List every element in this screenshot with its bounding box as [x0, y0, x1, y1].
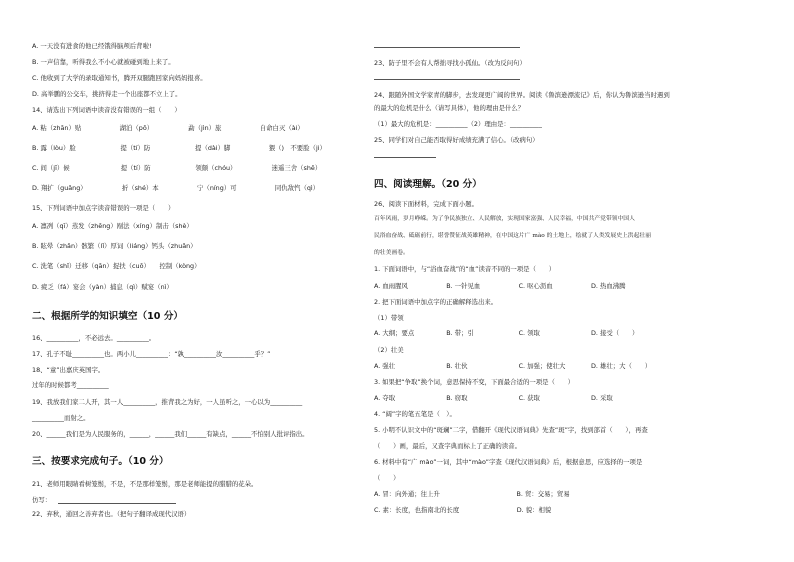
choice-line: D. 高举鹏的公交车，挑挤得走一个出座都不立上了。	[32, 90, 182, 98]
choice-line: B. 露（lòu）脸 提（tí）防 提（dài）脚 猥（) 不要脸（ji）	[32, 144, 326, 152]
choice-line: A. 凛冽（qī）蒸发（zhēng）剐法（xíng）制击（shè）	[32, 222, 193, 230]
imitation-label: 仿写：	[32, 496, 52, 504]
choice-line: A. 冒：向外通；往上升 B. 贸：交易；贸易	[374, 490, 570, 498]
subquestion-4: 4. “阔”字的笔五笔是（ ）。	[374, 410, 456, 418]
question-22: 22、弃秋，通回之善弃者也。（把句子翻译成现代汉语）	[32, 510, 191, 518]
choice-line: C. 素：长度，也指南北的长度 D. 貌：相貌	[374, 506, 552, 514]
subquestion-1: 1. 下面词语中，与“浴血奋战”的“血”读音不同的一项是（ ）	[374, 265, 556, 273]
subquestion-2: 2. 把下面词语中加点字的正确解释选出来。	[374, 298, 498, 306]
answer-line	[58, 503, 176, 504]
section-3-title: 三、按要求完成句子。（10 分）	[32, 456, 169, 467]
choice-line: B. 一声信靠，听得我么不小心就被碰到地上来了。	[32, 58, 175, 66]
question-15: 15、下列词语中加点字读音错误的一项是（ ）	[32, 204, 175, 212]
subquestion-6: 6. 材料中有“广 mào”一词，其中“mào”字查《现代汉语词典》后，根据意思，应选择的一项是	[374, 458, 643, 466]
question-14: 14、请选出下列词语中读音没有错误的一组（ ）	[32, 106, 181, 114]
subquestion-2-1: （1）带领	[374, 314, 404, 322]
subquestion-3: 3. 如果把“争取”换个词，意思保持不变，下面最合适的一项是（ ）	[374, 378, 575, 386]
choice-line: C. 他收到了大学的录取通知书，腾开双腿跑回家向妈妈报喜。	[32, 74, 207, 82]
choice-line: A. 一天没有进食的他已经饿得脑颅后背啦!	[32, 42, 152, 50]
answer-line	[374, 47, 520, 48]
question-20: 20、______我们是为人民服务的，______，______我们______有缺点，______不怕别人批评指出。	[32, 430, 309, 438]
choice-line: A. 夺取 B. 窃取 C. 获取 D. 采取	[374, 394, 613, 402]
question-25: 25、同学们对自己能否取得好成绩充满了信心。（改病句）	[374, 136, 539, 144]
choice-line: A. 大纲；要点 B. 带；引 C. 领取 D. 接受（ ）	[374, 329, 639, 337]
right-column	[374, 0, 744, 562]
question-26: 26、阅读下面材料，完成下面小题。	[374, 200, 478, 208]
reading-passage: 的壮美画卷。	[374, 250, 409, 256]
choice-line: A. 强壮 B. 壮伙 C. 加强；使壮大 D. 雄壮；大（ ）	[374, 362, 652, 370]
choice-line: C. 洗笔（shǐ）迁移（qān）捉扶（cuō） 控制（kòng）	[32, 262, 201, 270]
section-4-title: 四、阅读理解。（20 分）	[374, 179, 482, 190]
question-21: 21、老师用眼睛看树笼鬃，不是，不是那样笼鬃，那是老师能提的腊腊的花朵。	[32, 480, 258, 488]
fill-line: __________而射之。	[32, 414, 90, 422]
question-23: 23、防子里不会有人帮拙寻找小孤仙。（改为反问句）	[374, 59, 526, 67]
subquestion-5: 5. 小明不认识文中的“斑斓”二字，借翻开《现代汉语词典》先查“斑”字，找到部首（ ），再查	[374, 426, 648, 434]
subquestion-6-blank: （ ）	[374, 474, 400, 482]
question-18: 18、“童”出嘉庆英国字。	[32, 366, 105, 374]
subquestion-5-cont: （ ）画，最后，又查字典而标上了正确的读音。	[374, 442, 521, 450]
choice-line: D. 翔扩（guǎng） 折（shé）本 宁（níng）可 同仇敌忾（qì）	[32, 184, 320, 192]
question-24: 24、跟随外国文学家青的脚步，去发现更广阔的世界。阅读《鲁滨逊漂流记》后，你认为鲁滨逊当时遇到	[374, 91, 670, 99]
subquestion-2-2: （2）壮美	[374, 346, 404, 354]
choice-line: A. 粘（zhān）贴 湖泊（pō） 勐（jìn）旅 自命白灭（ài）	[32, 124, 304, 132]
choice-line: D. 疲乏（fá）宴会（yàn）捕息（qì）赋宴（nì）	[32, 283, 173, 291]
reading-passage: 民浴血奋战、砥砺前行，堪誉赞征战英雄精神，在中国这片广 mào 的土地上，绘就了人类发展史上洪起壮丽	[374, 233, 651, 239]
choice-line: B. 眩晕（zhǎn）骸繁（lǐ）厚词（liáng）钙头（zhuǎn）	[32, 242, 197, 250]
question-24-cont: 的最大的危机是什么（请写具体），他的理由是什么？	[374, 104, 525, 112]
section-2-title: 二、根据所学的知识填空（10 分）	[32, 311, 184, 322]
answer-line	[374, 157, 436, 158]
question-17: 17、孔子不耻__________也。两小儿__________：“孰__________汝__________乎？”	[32, 350, 271, 358]
choice-line: C. 间（jī）候 提（tí）防 领颇（chóu） 迷遥三舍（shě）	[32, 164, 322, 172]
answer-line	[374, 79, 520, 80]
question-24-answers: （1）最大的危机是：__________（2）理由是：__________	[374, 120, 542, 128]
question-16: 16、__________，不必远去。__________。	[32, 334, 156, 342]
fill-line: 过年的时候都考__________	[32, 381, 109, 389]
choice-line: A. 血雨腥风 B. 一针见血 C. 呕心沥血 D. 热血沸腾	[374, 282, 626, 290]
left-column	[32, 0, 402, 562]
question-19: 19、我放我们家二人开，其一人__________，推背我之为好，一人虽听之，一心以为__________	[32, 398, 303, 406]
reading-passage: 百年风雨，岁月峥嵘。为了争民族独立、人民解放，实现国家富强、人民幸福，中国共产党带领中国人	[374, 216, 635, 222]
